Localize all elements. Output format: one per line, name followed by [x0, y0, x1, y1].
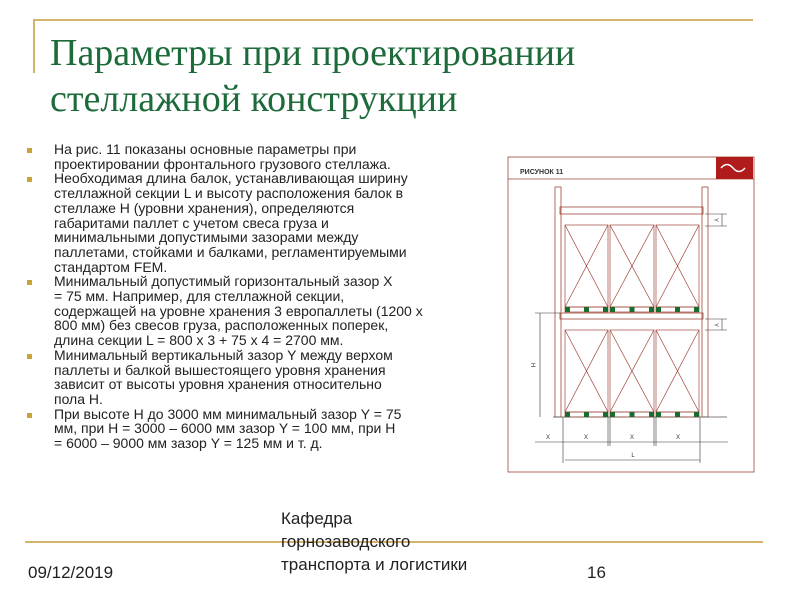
pallet-block — [603, 307, 608, 312]
title-line: Параметры при проектировании — [50, 32, 576, 74]
department-line: транспорта и логистики — [281, 555, 468, 574]
right-upright — [702, 187, 708, 417]
bullet-item — [27, 171, 497, 274]
y-label: Y — [712, 217, 718, 223]
x-label: X — [629, 435, 635, 441]
bullet-item — [27, 274, 497, 348]
slide-title — [50, 30, 650, 122]
bullet-text-line: зависит от высоты уровня хранения относительно — [54, 376, 382, 393]
h-label: H — [529, 362, 535, 368]
x-label: X — [583, 435, 589, 441]
l-label: L — [631, 453, 635, 459]
pallet-block — [675, 412, 680, 417]
pallet-block — [584, 307, 589, 312]
bullet-text-line: стандартом FEM. — [54, 258, 168, 275]
bullet-text-line: Минимальный вертикальный зазор Y между верхом — [54, 346, 393, 363]
bullet-item — [27, 142, 497, 171]
bullet-text-line: 800 мм) без свесов груза, расположенных поперек, — [54, 317, 389, 334]
pallet-block — [675, 307, 680, 312]
bullet-text-line: паллетами, стойками и балками, регламентируемыми — [54, 243, 407, 260]
pallet-block — [694, 412, 699, 417]
x-label: X — [545, 435, 551, 441]
x-label: X — [675, 435, 681, 441]
department-line: горнозаводского — [281, 532, 411, 551]
figure-caption: РИСУНОК 11 — [520, 169, 564, 176]
bullet-text-line: На рис. 11 показаны основные параметры при — [54, 141, 357, 157]
bullet-marker-icon — [27, 413, 32, 418]
footer-date: 09/12/2019 — [28, 563, 114, 582]
bullet-marker-icon — [27, 280, 32, 285]
title-line: стеллажной конструкции — [50, 78, 458, 120]
bullet-item — [27, 407, 497, 451]
bullet-item — [27, 348, 497, 407]
pallet-block — [630, 412, 635, 417]
bullet-text-line: проектировании фронтального грузового стеллажа. — [54, 155, 391, 172]
pallet-block — [565, 307, 570, 312]
bullet-text-line: пола Н. — [54, 390, 103, 407]
pallet-block — [656, 412, 661, 417]
bullet-text-line: стеллаже Н (уровни хранения), определяются — [54, 199, 355, 216]
bullet-marker-icon — [27, 354, 32, 359]
title-accent-bar — [33, 19, 35, 73]
bullet-text-line: При высоте Н до 3000 мм минимальный зазор Y = 75 — [54, 405, 402, 422]
page-number: 16 — [587, 563, 606, 582]
bullet-text-line: мм, при Н = 3000 – 6000 мм зазор Y = 100 мм, при Н — [54, 420, 396, 437]
pallet-block — [630, 307, 635, 312]
bullet-marker-icon — [27, 177, 32, 182]
footer-department — [281, 507, 467, 576]
bullet-text-line: стеллажной секции L и высоту расположения балок в — [54, 185, 404, 202]
pallet-block — [584, 412, 589, 417]
bullet-list — [27, 142, 497, 451]
pallet-block — [610, 412, 615, 417]
bullet-text-line: паллеты и балкой вышестоящего уровня хранения — [54, 361, 386, 378]
bullet-text-line: содержащей на уровне хранения 3 европаллеты (1200 х — [54, 302, 423, 319]
bullet-marker-icon — [27, 148, 32, 153]
bullet-text-line: Необходимая длина балок, устанавливающая ширину — [54, 170, 408, 187]
bullet-text-line: габаритами паллет с учетом свеса груза и — [54, 214, 329, 231]
figure-border — [508, 157, 754, 472]
middle-beam — [560, 313, 703, 319]
pallet-block — [656, 307, 661, 312]
bullet-text-line: длина секции L = 800 х 3 + 75 х 4 = 2700 мм. — [54, 332, 344, 349]
rack-figure — [500, 150, 770, 480]
pallet-block — [649, 307, 654, 312]
bullet-text-line: = 75 мм. Например, для стеллажной секции, — [54, 288, 345, 305]
top-beam — [560, 207, 703, 214]
bullet-text-line: минимальными допустимыми зазорами между — [54, 229, 359, 246]
pallet-block — [694, 307, 699, 312]
left-upright — [555, 187, 561, 417]
pallet-block — [610, 307, 615, 312]
y-label: Y — [712, 322, 718, 328]
department-line: Кафедра — [281, 509, 353, 528]
bullet-text-line: Минимальный допустимый горизонтальный зазор X — [54, 273, 393, 290]
pallet-block — [649, 412, 654, 417]
pallet-block — [603, 412, 608, 417]
bullet-text-line: = 6000 – 9000 мм зазор Y = 125 мм и т. д. — [54, 435, 323, 452]
title-accent-line — [33, 19, 753, 21]
pallet-block — [565, 412, 570, 417]
